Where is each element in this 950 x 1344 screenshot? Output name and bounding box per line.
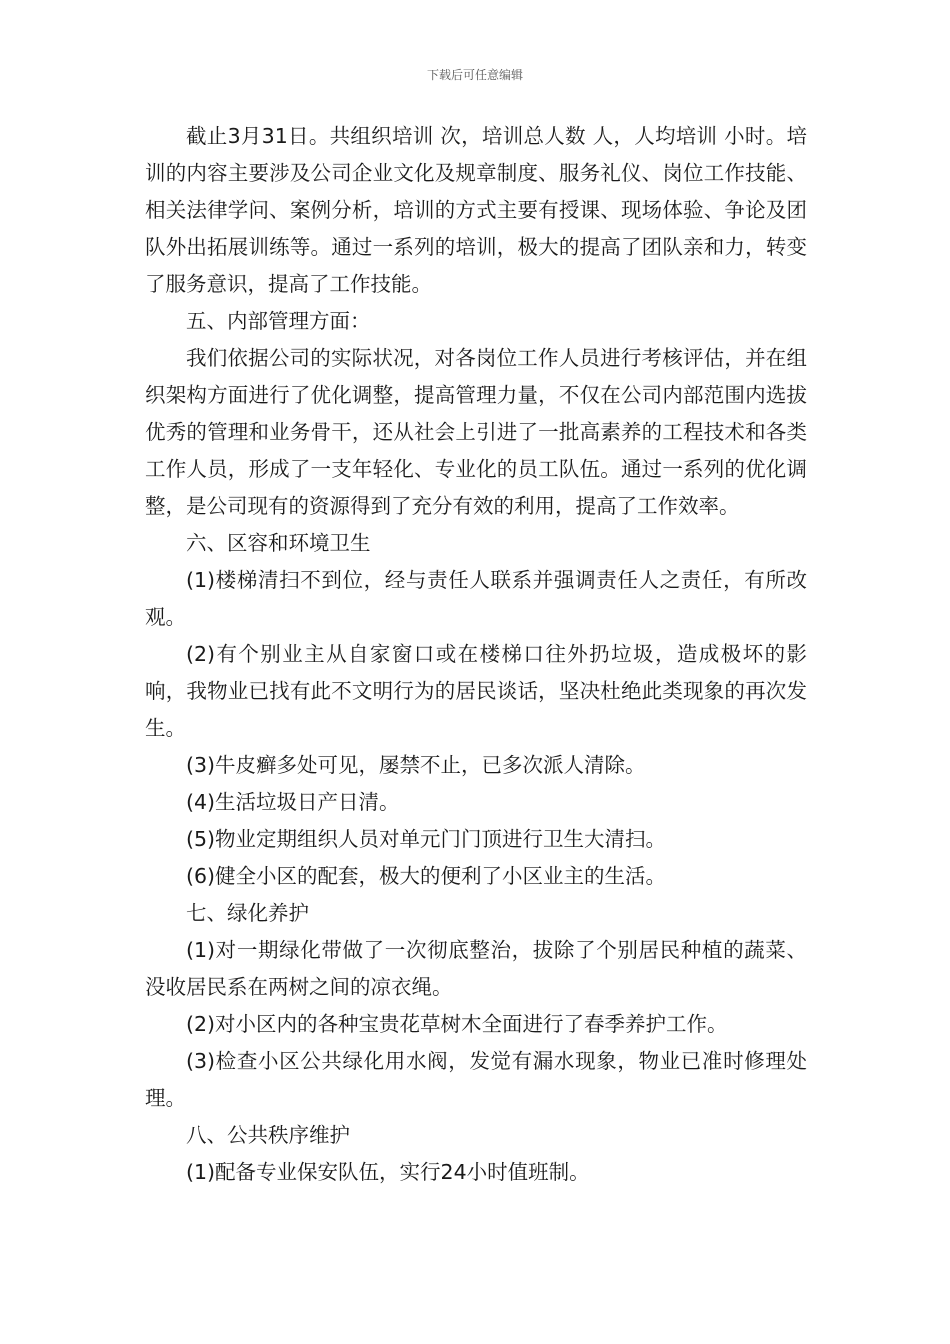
list-item-sanitation-4: (4)生活垃圾日产日清。 xyxy=(186,790,400,814)
list-item-public-order-1: (1)配备专业保安队伍，实行24小时值班制。 xyxy=(186,1160,590,1184)
section-heading-public-order: 八、公共秩序维护 xyxy=(186,1123,350,1147)
document-body xyxy=(145,118,807,1191)
list-item-greening-2: (2)对小区内的各种宝贵花草树木全面进行了春季养护工作。 xyxy=(186,1012,728,1036)
list-item-sanitation-2: (2)有个别业主从自家窗口或在楼梯口往外扔垃圾，造成极坏的影响，我物业已找有此不文明行为的居民谈话，坚决杜绝此类现象的再次发生。 xyxy=(145,642,807,740)
page-header: 下载后可任意编辑 xyxy=(426,68,523,82)
paragraph-training-summary: 截止3月31日。共组织培训 次，培训总人数 人，人均培训 小时。培训的内容主要涉及公司企业文化及规章制度、服务礼仪、岗位工作技能、相关法律学问、案例分析，培训的方式主要有授课、现场体验、争论及团队外出拓展训练等。通过一系列的培训，极大的提高了团队亲和力，转变了服务意识，提高了工作技能。 xyxy=(145,124,807,296)
section-heading-greening: 七、绿化养护 xyxy=(186,901,309,925)
section-heading-sanitation: 六、区容和环境卫生 xyxy=(186,531,371,555)
list-item-greening-3: (3)检查小区公共绿化用水阀，发觉有漏水现象，物业已准时修理处理。 xyxy=(145,1049,807,1110)
list-item-sanitation-5: (5)物业定期组织人员对单元门门顶进行卫生大清扫。 xyxy=(186,827,667,851)
list-item-sanitation-3: (3)牛皮癣多处可见，屡禁不止，已多次派人清除。 xyxy=(186,753,646,777)
list-item-sanitation-1: (1)楼梯清扫不到位，经与责任人联系并强调责任人之责任，有所改观。 xyxy=(145,568,807,629)
section-heading-internal-management: 五、内部管理方面： xyxy=(186,309,371,333)
list-item-greening-1: (1)对一期绿化带做了一次彻底整治，拔除了个别居民种植的蔬菜、没收居民系在两树之间的凉衣绳。 xyxy=(145,938,807,999)
list-item-sanitation-6: (6)健全小区的配套，极大的便利了小区业主的生活。 xyxy=(186,864,667,888)
paragraph-internal-management: 我们依据公司的实际状况，对各岗位工作人员进行考核评估，并在组织架构方面进行了优化调整，提高管理力量，不仅在公司内部范围内选拔优秀的管理和业务骨干，还从社会上引进了一批高素养的工程技术和各类工作人员，形成了一支年轻化、专业化的员工队伍。通过一系列的优化调整，是公司现有的资源得到了充分有效的利用，提高了工作效率。 xyxy=(145,346,807,518)
